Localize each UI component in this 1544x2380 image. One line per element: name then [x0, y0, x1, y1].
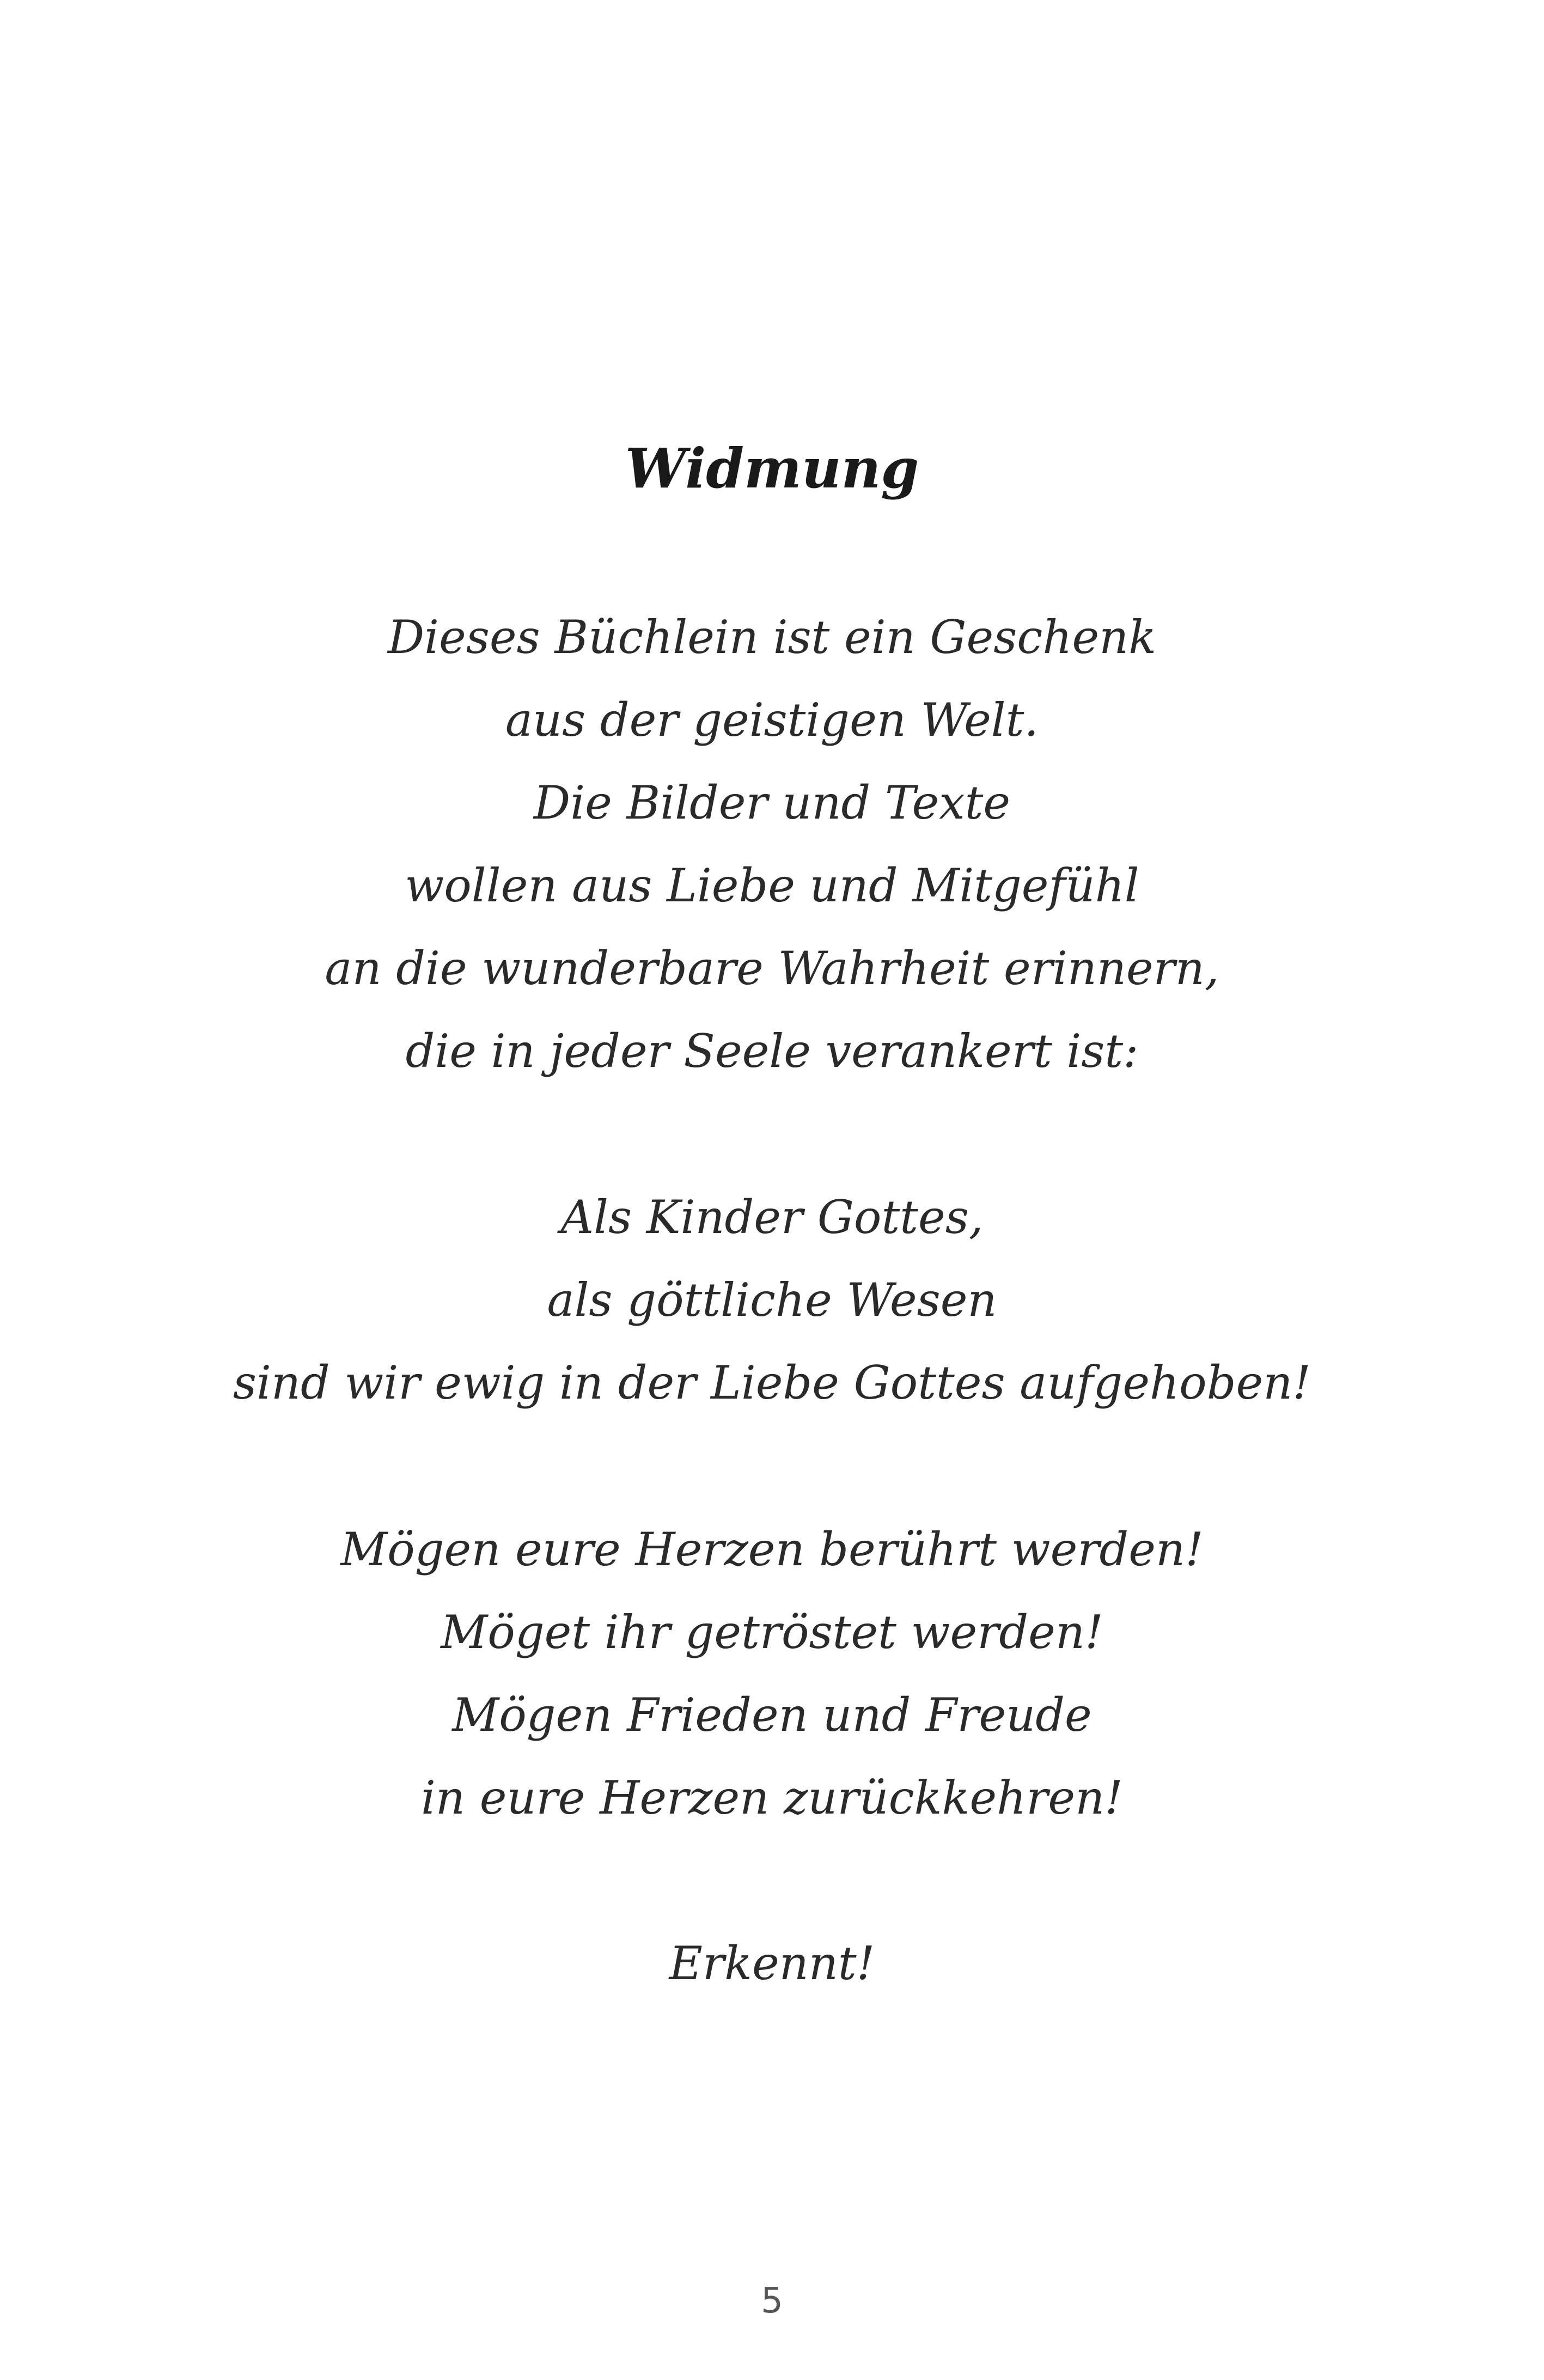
- stanza1-line-3: Die Bilder und Texte: [533, 776, 1011, 829]
- stanza3-line-3: Mögen Frieden und Freude: [452, 1688, 1092, 1742]
- stanza3-line-4: in eure Herzen zurückkehren!: [421, 1771, 1123, 1824]
- page-number: 5: [761, 2281, 783, 2321]
- stanza2-line-1: Als Kinder Gottes,: [560, 1191, 984, 1244]
- stanza1-line-5: an die wunderbare Wahrheit erinnern,: [325, 942, 1219, 995]
- stanza1-line-2: aus der geistigen Welt.: [505, 693, 1039, 747]
- page-title: Widmung: [625, 436, 919, 501]
- stanza1-line-6: die in jeder Seele verankert ist:: [405, 1024, 1139, 1078]
- stanza2-line-2: als göttliche Wesen: [547, 1273, 997, 1327]
- closing-line: Erkennt!: [669, 1937, 875, 1990]
- stanza3-line-2: Möget ihr getröstet werden!: [441, 1606, 1103, 1659]
- stanza2-line-3: sind wir ewig in der Liebe Gottes aufgehoben!: [233, 1356, 1311, 1409]
- stanza3-line-1: Mögen eure Herzen berührt werden!: [340, 1523, 1204, 1576]
- stanza1-line-4: wollen aus Liebe und Mitgefühl: [405, 859, 1139, 912]
- stanza1-line-1: Dieses Büchlein ist ein Geschenk: [387, 611, 1157, 664]
